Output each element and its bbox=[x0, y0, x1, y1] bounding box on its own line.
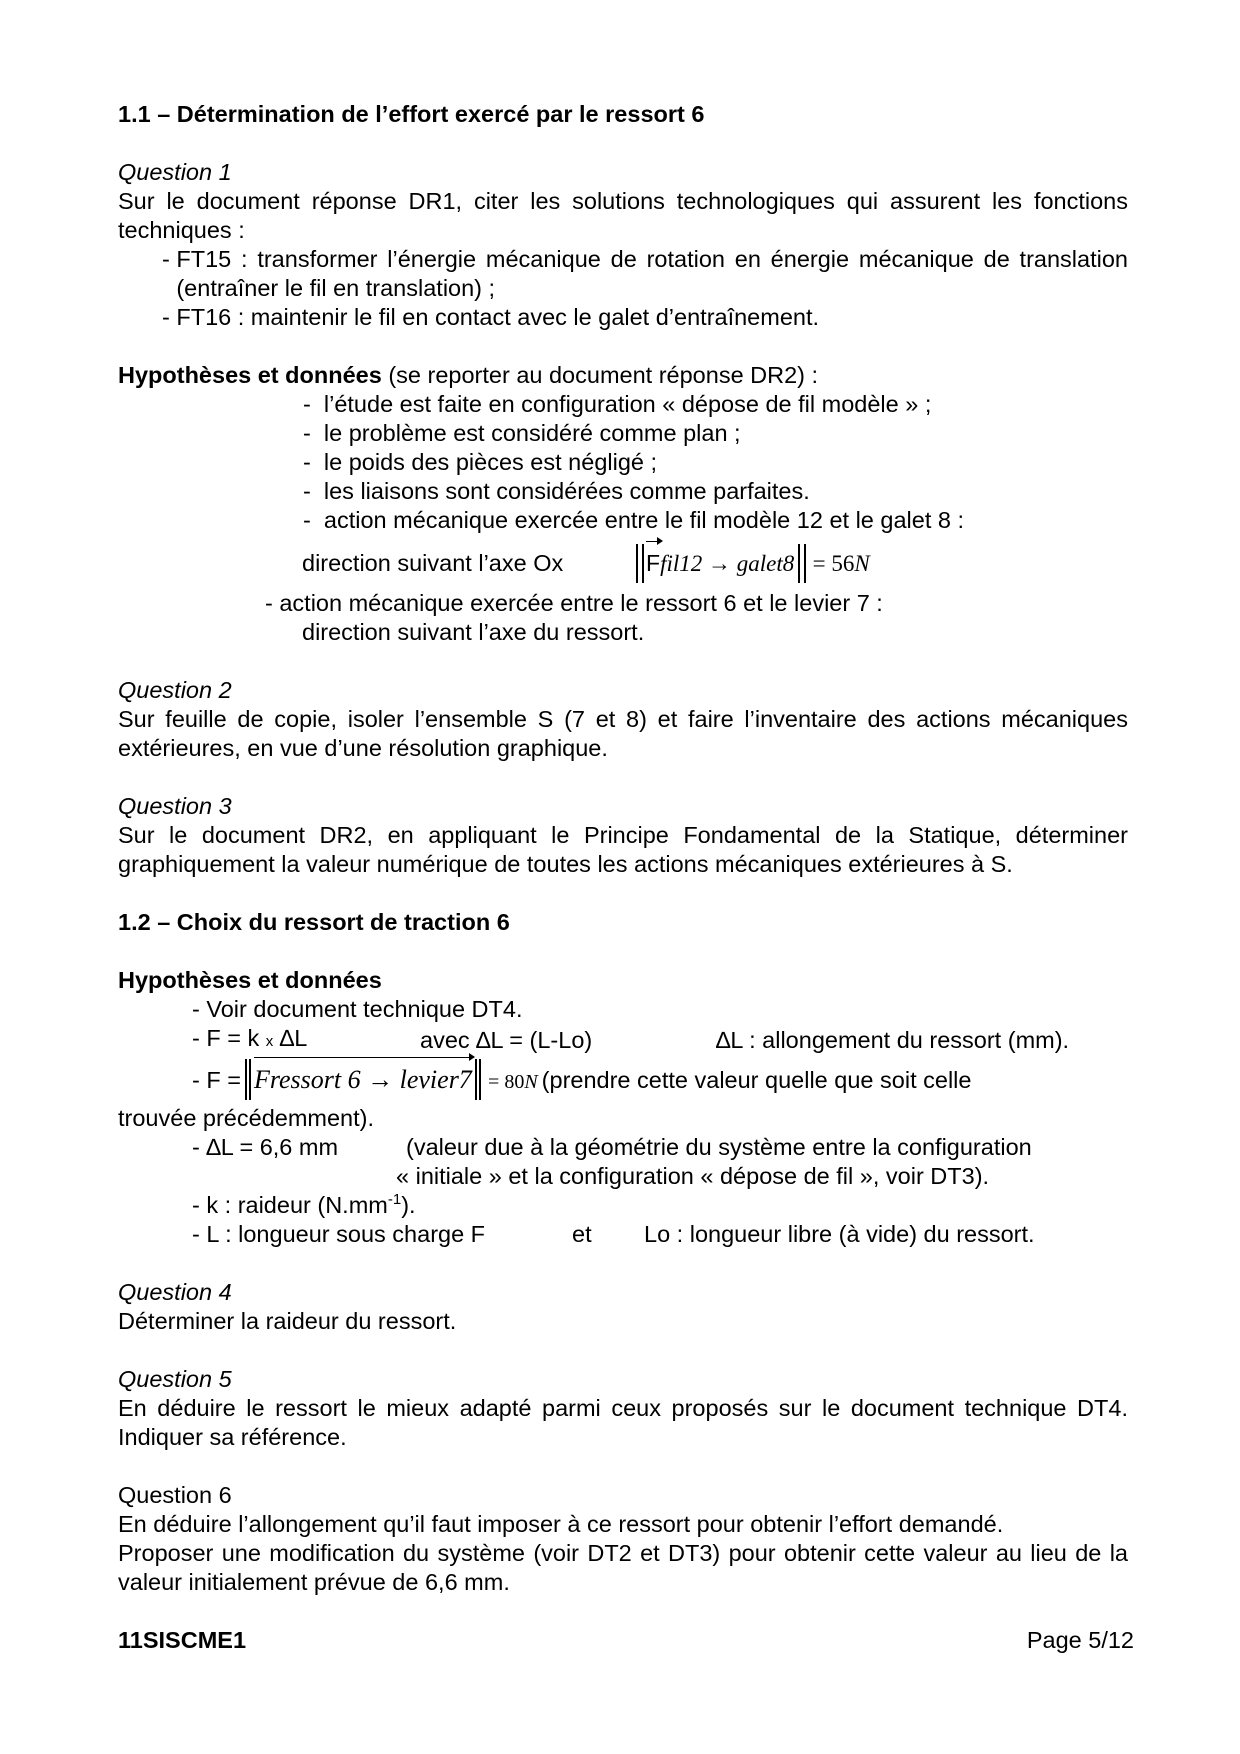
spring-law-b: ∆L bbox=[273, 1025, 308, 1051]
spring-law-definition: ∆L : allongement du ressort (mm). bbox=[716, 1026, 1070, 1053]
norm-bars-inner bbox=[642, 544, 800, 583]
spring-law-avec: avec ∆L = (L-Lo) bbox=[420, 1026, 593, 1053]
hypotheses-paragraph bbox=[118, 361, 1128, 390]
document-page bbox=[118, 100, 1128, 1597]
list-dash: - bbox=[303, 420, 324, 446]
hypothesis-text: action mécanique exercée entre le fil modèle 12 et le galet 8 : bbox=[323, 507, 965, 533]
question-1-label: Question 1 bbox=[118, 159, 232, 185]
stiffness-a: - k : raideur (N.mm bbox=[192, 1192, 388, 1218]
hypothesis-item bbox=[118, 419, 1128, 448]
list-text: FT15 : transformer l’énergie mécanique de rotation en énergie mécanique de translation (entraîner le fil en translation) ; bbox=[176, 246, 1128, 301]
stiffness-definition bbox=[118, 1191, 1128, 1220]
spring-law-x: x bbox=[265, 1033, 274, 1050]
question-1-text: Sur le document réponse DR1, citer les solutions technologiques qui assurent les fonctions techniques : bbox=[118, 188, 1128, 243]
question-6-text-2: Proposer une modification du système (voir DT2 et DT3) pour obtenir cette valeur au lieu de la valeur initialement prévue de 6,6 mm. bbox=[118, 1540, 1128, 1595]
spring-direction-text: direction suivant l’axe du ressort. bbox=[302, 619, 645, 645]
formula-row-2 bbox=[118, 1056, 1128, 1104]
stiffness-exponent: -1 bbox=[387, 1191, 402, 1209]
stiffness-b: ). bbox=[401, 1192, 416, 1218]
list-item-ft15 bbox=[118, 245, 1128, 303]
delta-l-note-b: « initiale » et la configuration « dépose de fil », voir DT3). bbox=[396, 1163, 990, 1189]
force-note-b: trouvée précédemment). bbox=[118, 1105, 375, 1131]
force-unit: N bbox=[854, 550, 870, 576]
force-equals: = 56 bbox=[812, 550, 855, 576]
hypothesis-text: le problème est considéré comme plan ; bbox=[323, 420, 741, 446]
spring-law bbox=[192, 1024, 420, 1056]
hypothesis-text: les liaisons sont considérées comme parfaites. bbox=[323, 478, 810, 504]
list-item-ft16 bbox=[118, 303, 1128, 332]
question-2-text: Sur feuille de copie, isoler l’ensemble S (7 et 8) et faire l’inventaire des actions mécaniques extérieures, en vue d’une résolution graphique. bbox=[118, 706, 1128, 761]
hypothesis-item bbox=[118, 506, 1128, 535]
question-5-label: Question 5 bbox=[118, 1366, 232, 1392]
question-3-text: Sur le document DR2, en appliquant le Principe Fondamental de la Statique, déterminer graphiquement la valeur numérique de toutes les actions mécaniques extérieures à S. bbox=[118, 822, 1128, 877]
dt4-reference: - Voir document technique DT4. bbox=[192, 996, 523, 1022]
force-formula-ressort-levier bbox=[245, 1059, 538, 1102]
document-code: 11SISCME1 bbox=[118, 1627, 247, 1653]
spring-action-text: - action mécanique exercée entre le ressort 6 et le levier 7 : bbox=[265, 590, 883, 616]
question-6-text-1: En déduire l’allongement qu’il faut imposer à ce ressort pour obtenir l’effort demandé. bbox=[118, 1511, 1004, 1537]
list-dash: - bbox=[162, 246, 177, 272]
hypothesis-text: le poids des pièces est négligé ; bbox=[323, 449, 658, 475]
norm-bars bbox=[245, 1059, 481, 1100]
norm-bars-inner bbox=[249, 1059, 477, 1100]
section-1-1-title: 1.1 – Détermination de l’effort exercé par le ressort 6 bbox=[118, 101, 705, 127]
delta-l-note-a: (valeur due à la géométrie du système entre la configuration bbox=[406, 1134, 1032, 1160]
delta-l-row bbox=[118, 1133, 1128, 1162]
direction-ox-text: direction suivant l’axe Ox bbox=[302, 549, 564, 576]
length-under-load: - L : longueur sous charge F bbox=[192, 1221, 486, 1247]
spring-law-row bbox=[118, 1024, 1128, 1056]
list-dash: - bbox=[303, 507, 324, 533]
question-2-label: Question 2 bbox=[118, 677, 232, 703]
delta-l-value: - ∆L = 6,6 mm bbox=[192, 1134, 339, 1160]
force-subscript: fil12 → galet8 bbox=[660, 550, 795, 576]
spring-law-a: - F = k bbox=[192, 1025, 266, 1051]
force-formula-fil-galet bbox=[636, 544, 870, 583]
force-unit: N bbox=[524, 1070, 538, 1093]
hypothesis-item bbox=[118, 448, 1128, 477]
question-6-label: Question 6 bbox=[118, 1482, 232, 1508]
length-definition-row bbox=[118, 1220, 1128, 1249]
force-vector-symbol: F bbox=[646, 544, 660, 582]
force-equals: = 80 bbox=[488, 1070, 525, 1093]
list-dash: - bbox=[303, 449, 324, 475]
formula-row-1 bbox=[118, 541, 1128, 585]
page-footer bbox=[118, 1626, 1134, 1655]
question-4-label: Question 4 bbox=[118, 1279, 232, 1305]
free-length: Lo : longueur libre (à vide) du ressort. bbox=[644, 1221, 1035, 1247]
length-et: et bbox=[572, 1221, 592, 1247]
force-vector-ressort-levier: Fressort 6 → levier7 bbox=[254, 1060, 472, 1100]
question-5-text: En déduire le ressort le mieux adapté parmi ceux proposés sur le document technique DT4. Indiquer sa référence. bbox=[118, 1395, 1128, 1450]
list-dash: - bbox=[162, 304, 177, 330]
question-3-label: Question 3 bbox=[118, 793, 232, 819]
list-text: FT16 : maintenir le fil en contact avec le galet d’entraînement. bbox=[176, 304, 820, 330]
force-note-a: (prendre cette valeur quelle que soit celle bbox=[541, 1066, 972, 1093]
hypothesis-item bbox=[118, 477, 1128, 506]
page-number: Page 5/12 bbox=[1026, 1627, 1134, 1653]
hypothesis-item bbox=[118, 390, 1128, 419]
hypotheses-title: Hypothèses et données bbox=[118, 362, 382, 388]
list-dash: - bbox=[303, 391, 324, 417]
section-1-2-title: 1.2 – Choix du ressort de traction 6 bbox=[118, 909, 510, 935]
hypothesis-text: l’étude est faite en configuration « dépose de fil modèle » ; bbox=[323, 391, 932, 417]
hypotheses-title-2: Hypothèses et données bbox=[118, 967, 382, 993]
hypotheses-note: (se reporter au document réponse DR2) : bbox=[381, 362, 819, 388]
question-4-text: Déterminer la raideur du ressort. bbox=[118, 1308, 457, 1334]
list-dash: - bbox=[303, 478, 324, 504]
norm-bars bbox=[636, 544, 806, 583]
force-prefix: - F = bbox=[192, 1066, 241, 1093]
